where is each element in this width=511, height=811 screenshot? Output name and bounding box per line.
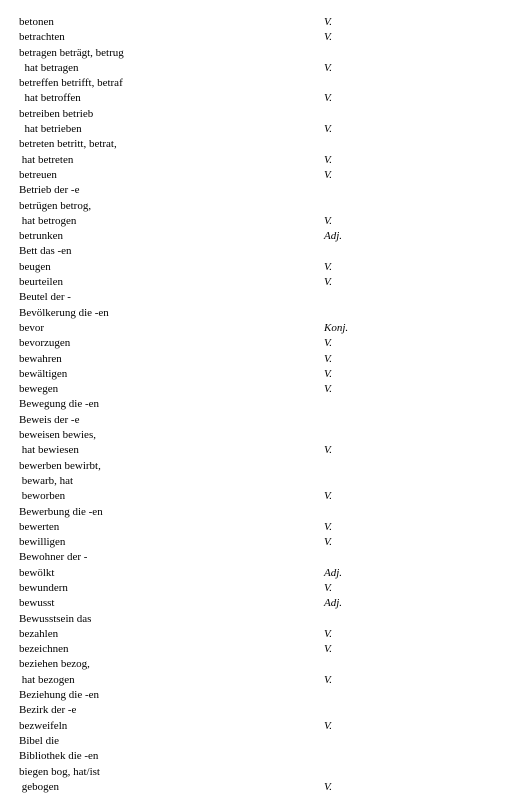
entry-part-of-speech: V. <box>324 16 333 28</box>
list-item <box>0 673 511 688</box>
list-item <box>0 290 511 305</box>
list-item <box>0 459 511 474</box>
entry-term: beziehen bezog, <box>19 658 90 671</box>
entry-part-of-speech: V. <box>324 520 333 533</box>
entry-term: hat betragen <box>19 61 79 74</box>
list-item <box>0 443 511 458</box>
entry-part-of-speech: V. <box>324 444 333 457</box>
entry-part-of-speech: V. <box>324 352 333 365</box>
entry-term: Bewusstsein das <box>19 612 92 625</box>
entry-term: hat betrieben <box>19 123 82 136</box>
list-item <box>0 596 511 611</box>
entry-term: bewilligen <box>19 536 66 549</box>
entry-term: Bezirk der -e <box>19 704 77 717</box>
list-item <box>0 505 511 520</box>
entry-part-of-speech: Adj. <box>324 230 343 243</box>
entry-term: bewegen <box>19 383 59 396</box>
list-item <box>0 367 511 382</box>
list-item <box>0 122 511 137</box>
entry-part-of-speech: V. <box>324 581 333 594</box>
entry-part-of-speech: V. <box>324 260 333 273</box>
entry-term: Beweis der -e <box>19 413 80 426</box>
entry-part-of-speech: V. <box>324 490 333 503</box>
entry-part-of-speech: V. <box>324 276 333 289</box>
list-item <box>0 30 511 45</box>
entry-part-of-speech: Adj. <box>324 597 343 610</box>
entry-term: bezahlen <box>19 627 59 640</box>
list-item <box>0 321 511 336</box>
entry-part-of-speech: V. <box>324 153 333 166</box>
list-item <box>0 306 511 321</box>
entry-part-of-speech: V. <box>324 367 333 380</box>
list-item <box>0 15 511 30</box>
list-item <box>0 734 511 749</box>
entry-term: bewusst <box>19 597 55 610</box>
entry-term: bewältigen <box>19 367 68 380</box>
entry-term: bewarb, hat <box>19 474 74 487</box>
entry-term: bewerben bewirbt, <box>19 459 101 472</box>
entry-term: gebogen <box>19 780 60 793</box>
entry-part-of-speech: V. <box>324 673 333 686</box>
entry-term: bezweifeln <box>19 719 68 732</box>
list-item <box>0 780 511 795</box>
entry-part-of-speech: Adj. <box>324 566 343 579</box>
list-item <box>0 703 511 718</box>
entry-term: Bibliothek die -en <box>19 750 99 763</box>
list-item <box>0 183 511 198</box>
list-item <box>0 91 511 106</box>
entry-part-of-speech: V. <box>324 627 333 640</box>
entry-part-of-speech: V. <box>324 383 333 396</box>
word-list <box>0 15 511 795</box>
entry-term: hat bewiesen <box>19 444 79 457</box>
entry-part-of-speech: V. <box>324 719 333 732</box>
list-item <box>0 76 511 91</box>
list-item <box>0 428 511 443</box>
entry-term: betrachten <box>19 31 65 44</box>
entry-part-of-speech: V. <box>324 536 333 549</box>
entry-term: Bewerbung die -en <box>19 505 103 518</box>
entry-part-of-speech: V. <box>324 61 333 74</box>
list-item <box>0 489 511 504</box>
list-item <box>0 199 511 214</box>
entry-part-of-speech: V. <box>324 31 333 44</box>
entry-term: betreiben betrieb <box>19 107 94 120</box>
entry-term: bevor <box>19 321 45 334</box>
list-item <box>0 612 511 627</box>
entry-part-of-speech: V. <box>324 780 333 793</box>
entry-term: hat betrogen <box>19 214 77 227</box>
list-item <box>0 550 511 565</box>
entry-part-of-speech: V. <box>324 123 333 136</box>
entry-term: beurteilen <box>19 276 63 289</box>
entry-part-of-speech: V. <box>324 643 333 656</box>
list-item <box>0 352 511 367</box>
list-item <box>0 413 511 428</box>
entry-part-of-speech: V. <box>324 337 333 350</box>
list-item <box>0 474 511 489</box>
list-item <box>0 382 511 397</box>
list-item <box>0 566 511 581</box>
entry-term: Bewegung die -en <box>19 398 100 411</box>
entry-term: hat bezogen <box>19 673 75 686</box>
entry-term: betreffen betrifft, betraf <box>19 77 123 90</box>
list-item <box>0 749 511 764</box>
entry-term: hat betreten <box>19 153 74 166</box>
list-item <box>0 137 511 152</box>
entry-term: Bevölkerung die -en <box>19 306 109 319</box>
entry-term: betrügen betrog, <box>19 199 92 212</box>
entry-part-of-speech: V. <box>324 92 333 105</box>
list-item <box>0 765 511 780</box>
entry-term: Bewohner der - <box>19 551 88 564</box>
list-item <box>0 535 511 550</box>
list-item <box>0 168 511 183</box>
entry-term: beweisen bewies, <box>19 429 96 442</box>
entry-term: betreten betritt, betrat, <box>19 138 117 151</box>
entry-term: Betrieb der -e <box>19 184 80 197</box>
list-item <box>0 719 511 734</box>
entry-term: beworben <box>19 490 66 503</box>
entry-term: bezeichnen <box>19 643 69 656</box>
entry-term: hat betroffen <box>19 92 81 105</box>
entry-term: Beziehung die -en <box>19 689 100 702</box>
list-item <box>0 520 511 535</box>
list-item <box>0 214 511 229</box>
list-item <box>0 229 511 244</box>
list-item <box>0 244 511 259</box>
list-item <box>0 688 511 703</box>
entry-term: bewahren <box>19 352 62 365</box>
entry-term: betreuen <box>19 168 57 181</box>
list-item <box>0 581 511 596</box>
entry-term: betrunken <box>19 230 63 243</box>
entry-term: beugen <box>19 260 51 273</box>
list-item <box>0 46 511 61</box>
entry-term: Beutel der - <box>19 291 71 304</box>
entry-part-of-speech: Konj. <box>324 321 349 334</box>
entry-term: betonen <box>19 16 54 28</box>
list-item <box>0 336 511 351</box>
list-item <box>0 627 511 642</box>
entry-term: bewerten <box>19 520 60 533</box>
list-item <box>0 397 511 412</box>
entry-part-of-speech: V. <box>324 214 333 227</box>
entry-term: bewundern <box>19 581 68 594</box>
list-item <box>0 642 511 657</box>
entry-part-of-speech: V. <box>324 168 333 181</box>
entry-term: betragen beträgt, betrug <box>19 46 124 59</box>
entry-term: Bett das -en <box>19 245 72 258</box>
list-item <box>0 61 511 76</box>
list-item <box>0 107 511 122</box>
list-item <box>0 657 511 672</box>
list-item <box>0 260 511 275</box>
entry-term: bewölkt <box>19 566 55 579</box>
entry-term: bevorzugen <box>19 337 71 350</box>
entry-term: Bibel die <box>19 734 60 747</box>
list-item <box>0 153 511 168</box>
entry-term: biegen bog, hat/ist <box>19 765 100 778</box>
list-item <box>0 275 511 290</box>
